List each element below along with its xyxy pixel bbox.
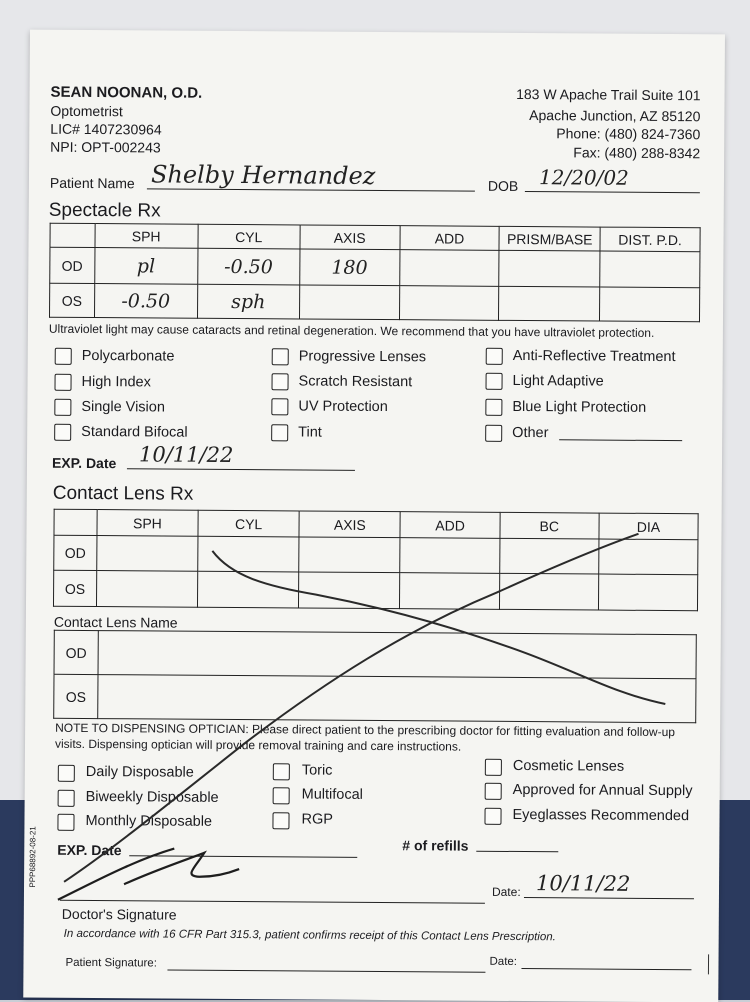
office-address-2: Apache Junction, AZ 85120 (529, 107, 700, 124)
office-phone: Phone: (480) 824-7360 (556, 125, 700, 142)
dob-handwritten: 12/20/02 (539, 165, 629, 190)
lens-name-row-label: OS (54, 674, 98, 718)
consent-text: In accordance with 16 CFR Part 315.3, patient confirms receipt of this Contact Lens Prescription. (64, 928, 556, 943)
spectacle-exp-handwritten: 10/11/22 (139, 442, 233, 467)
spectacle-header-cyl: CYL (198, 224, 300, 249)
contact-header-bc: BC (500, 512, 599, 539)
option-label: Tint (298, 424, 322, 440)
spectacle-header-sph: SPH (95, 224, 198, 249)
dob-label: DOB (488, 178, 518, 194)
option-label: Multifocal (302, 786, 363, 802)
handwritten-strokes (23, 30, 725, 1002)
contact-exp-label: EXP. Date (57, 842, 121, 858)
option-label: Biweekly Disposable (86, 789, 219, 806)
option-label: Polycarbonate (82, 348, 175, 365)
option-label: Single Vision (81, 399, 165, 416)
office-address-1: 183 W Apache Trail Suite 101 (516, 86, 701, 103)
refills-label: # of refills (402, 837, 468, 853)
spectacle-header-add: ADD (400, 226, 500, 251)
doctor-date-label: Date: (492, 885, 521, 899)
contact-row-label: OS (53, 570, 96, 606)
doctor-signature-label: Doctor's Signature (62, 906, 177, 923)
doctor-title: Optometrist (50, 103, 122, 120)
option-label: Cosmetic Lenses (513, 758, 624, 775)
contact-row-label: OD (54, 535, 97, 570)
option-label: Daily Disposable (86, 764, 194, 781)
spectacle-os-sph: -0.50 (94, 284, 197, 319)
contact-header-cyl: CYL (198, 510, 299, 537)
option-label: Approved for Annual Supply (513, 782, 693, 799)
contact-header-sph: SPH (97, 510, 198, 537)
prescription-form (23, 30, 725, 1002)
doctor-name: SEAN NOONAN, O.D. (51, 84, 203, 102)
uv-warning: Ultraviolet light may cause cataracts and retinal degeneration. We recommend that you have ultraviolet protection. (49, 322, 655, 340)
strike-line-descending (211, 551, 666, 704)
form-code: PPP68892-08-21 (28, 826, 37, 887)
patient-signature-label: Patient Signature: (65, 957, 157, 970)
spectacle-exp-label: EXP. Date (52, 455, 116, 471)
spectacle-header-prism: PRISM/BASE (499, 226, 600, 251)
option-label: RGP (301, 811, 333, 827)
office-fax: Fax: (480) 288-8342 (573, 144, 700, 161)
spectacle-od-axis: 180 (299, 249, 399, 286)
option-label: Monthly Disposable (85, 813, 212, 830)
patient-name-handwritten: Shelby Hernandez (151, 160, 376, 190)
option-label: High Index (81, 374, 150, 390)
dispensing-note: NOTE TO DISPENSING OPTICIAN: Please direct patient to the prescribing doctor for fitting evaluation and follow-up visits. Dispensing optician will provide removal training and care instructions. (55, 720, 690, 756)
strike-line-ascending (64, 530, 638, 886)
spectacle-rx-title: Spectacle Rx (49, 200, 161, 223)
contact-lens-name-label: Contact Lens Name (54, 614, 178, 631)
spectacle-od-cyl: -0.50 (197, 248, 299, 285)
contact-header-axis: AXIS (299, 511, 400, 538)
contact-header-add: ADD (400, 512, 499, 539)
spectacle-os-cyl: sph (197, 284, 299, 319)
option-label: Anti-Reflective Treatment (513, 348, 676, 365)
doctor-signature-stroke (58, 848, 239, 901)
doctor-npi: NPI: OPT-002243 (50, 139, 161, 156)
patient-date-label: Date: (489, 956, 517, 968)
option-label: Eyeglasses Recommended (512, 807, 689, 824)
spectacle-header-pd: DIST. P.D. (600, 227, 700, 252)
spectacle-header-axis: AXIS (300, 225, 400, 250)
spectacle-od-sph: pl (94, 248, 197, 285)
option-label: Scratch Resistant (299, 373, 413, 390)
lens-name-row-label: OD (54, 630, 98, 674)
doctor-date-handwritten: 10/11/22 (536, 871, 630, 896)
patient-name-label: Patient Name (50, 175, 135, 192)
contact-header-dia: DIA (599, 513, 698, 540)
option-label: Other (512, 425, 548, 441)
option-label: Light Adaptive (513, 373, 604, 390)
option-label: Toric (302, 762, 333, 778)
option-label: Blue Light Protection (512, 399, 646, 416)
option-label: Standard Bifocal (81, 424, 188, 441)
option-label: Progressive Lenses (299, 348, 426, 365)
doctor-license: LIC# 1407230964 (50, 121, 161, 138)
spectacle-row-label: OS (50, 283, 95, 317)
option-label: UV Protection (298, 398, 388, 415)
contact-rx-title: Contact Lens Rx (53, 483, 194, 506)
spectacle-row-label: OD (50, 247, 95, 283)
